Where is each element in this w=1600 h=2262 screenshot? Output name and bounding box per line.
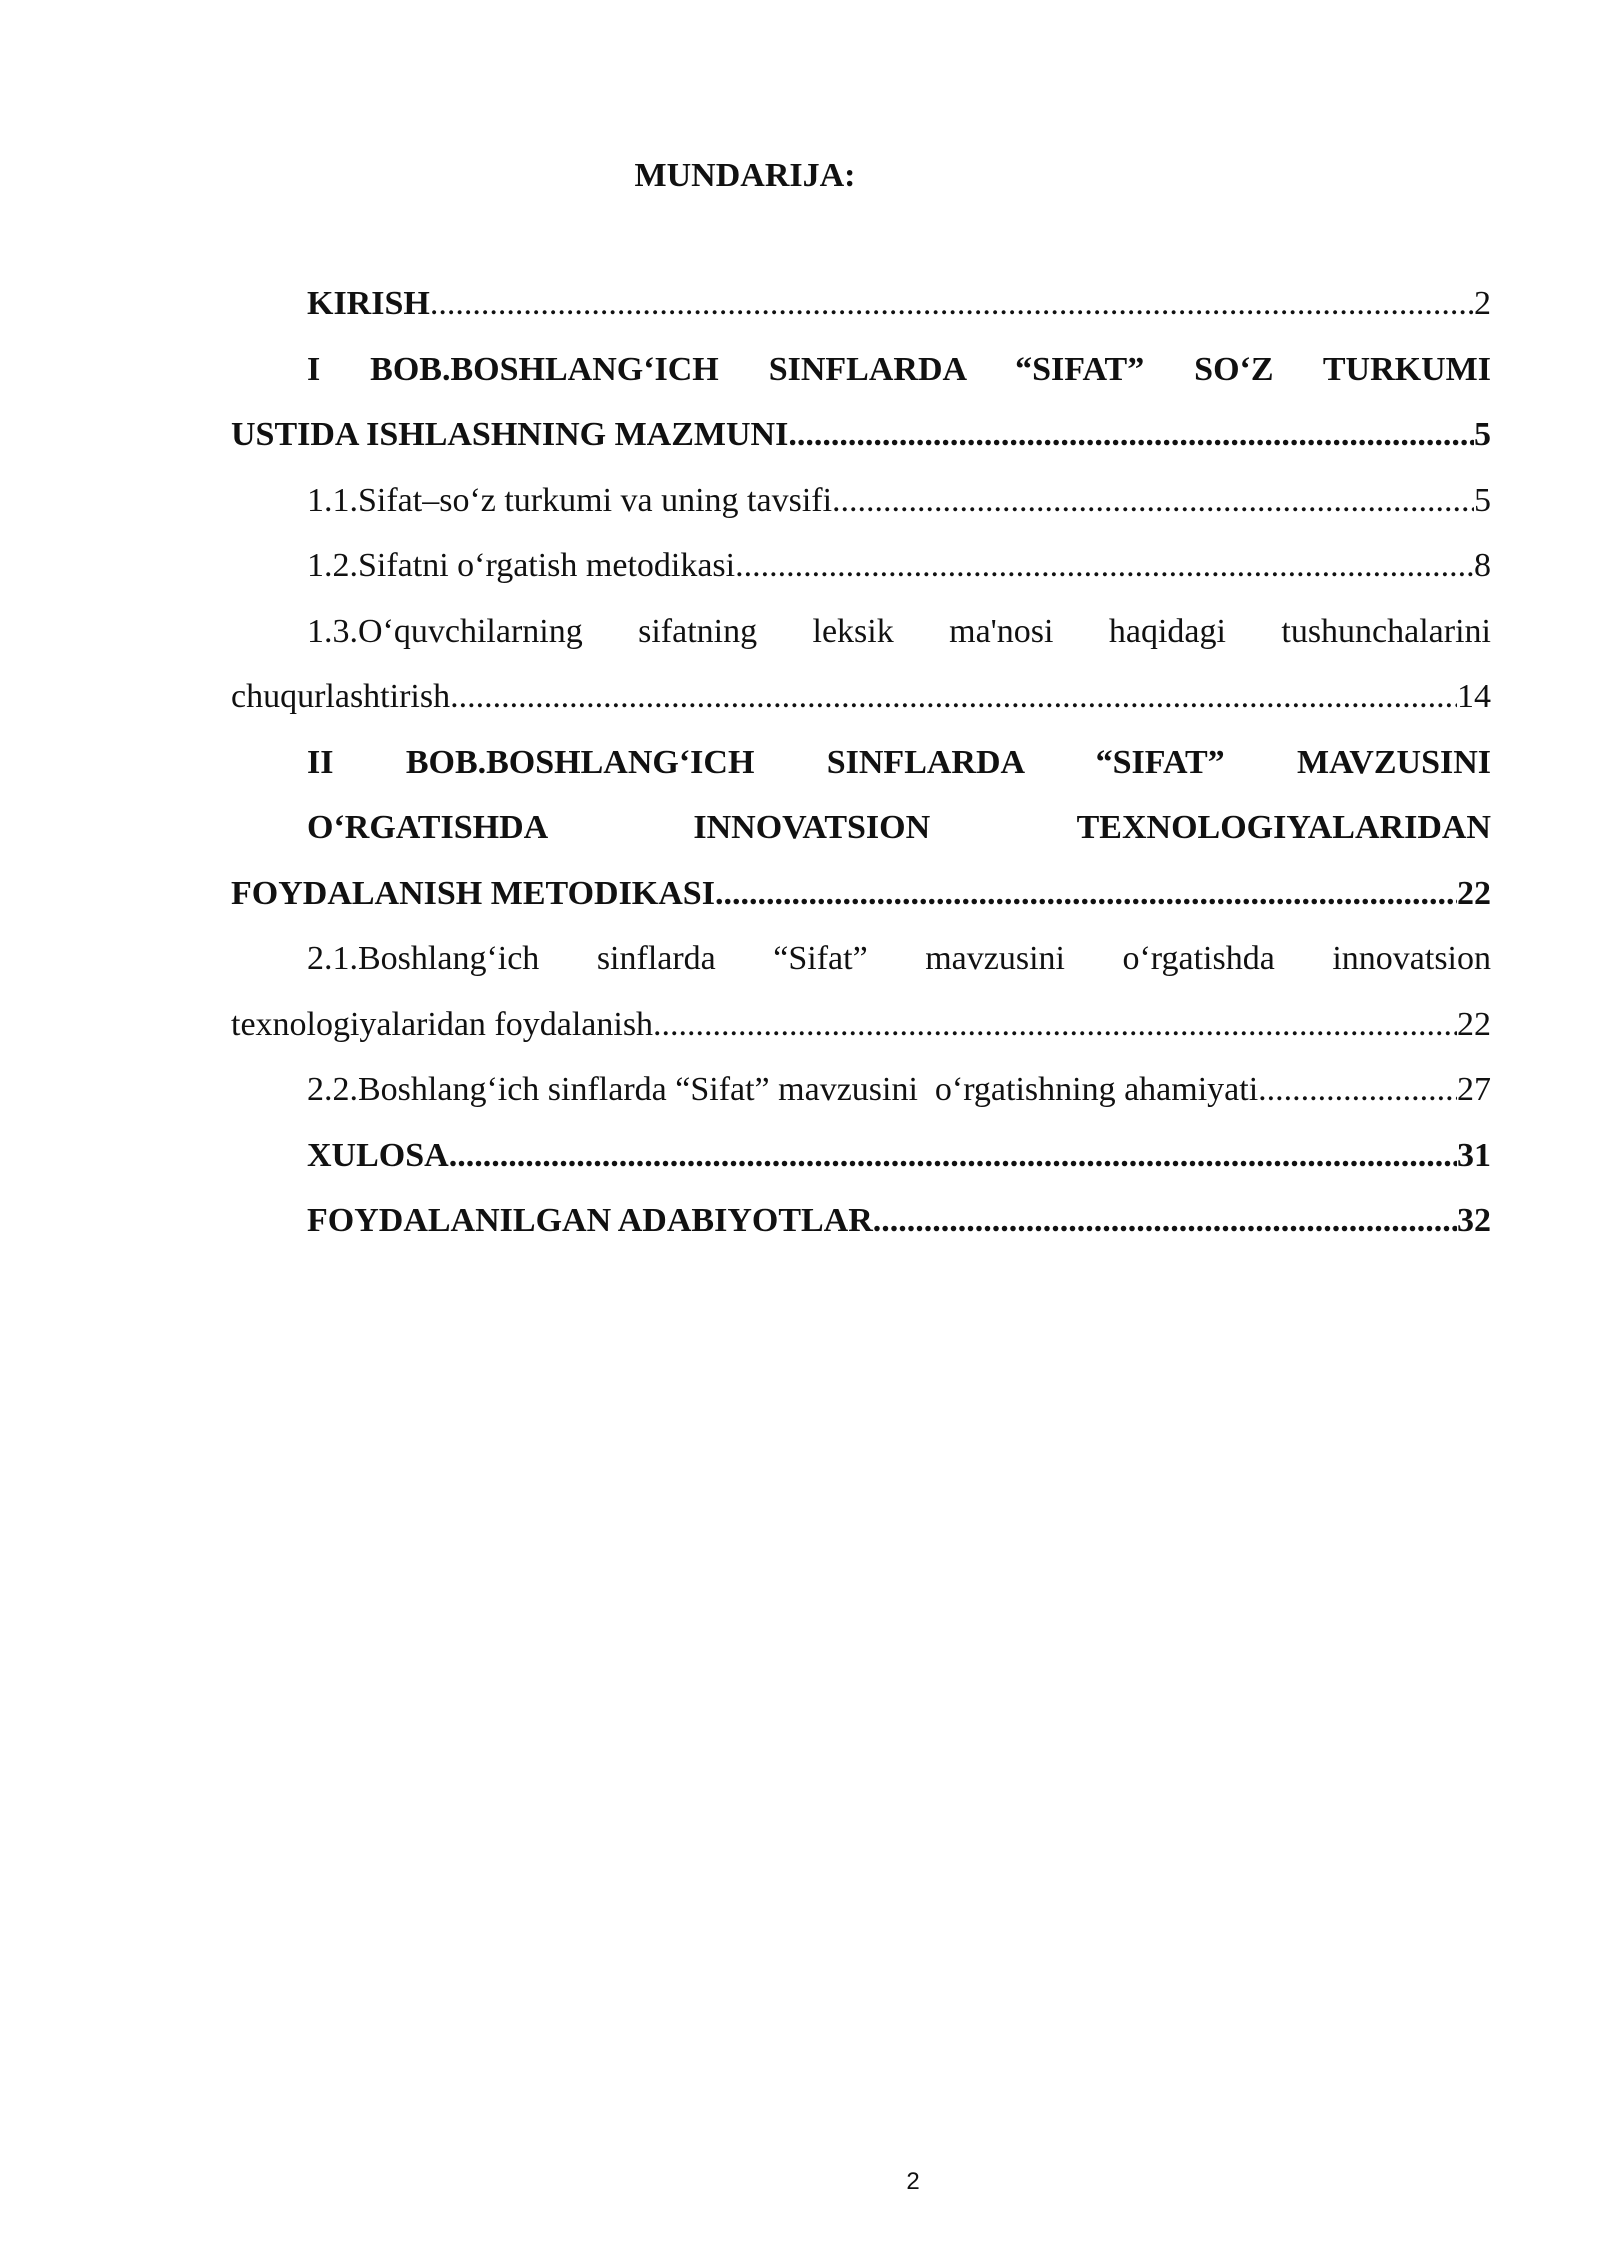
toc-entry-label-line-3: FOYDALANISH METODIKASI [231, 874, 715, 912]
toc-page-number: 14 [1457, 678, 1491, 715]
toc-page-number: 2 [1474, 285, 1491, 322]
toc-page-number: 27 [1457, 1071, 1491, 1108]
toc-page-number: 5 [1474, 416, 1491, 453]
toc-entry-kirish[interactable] [231, 271, 1491, 337]
toc-page-number: 31 [1457, 1136, 1491, 1174]
toc-entry-label: 1.2.Sifatni o‘rgatish metodikasi [307, 547, 736, 584]
toc-entry-label: 1.1.Sifat–so‘z turkumi va uning tavsifi [307, 481, 833, 519]
dot-leader [873, 1188, 1457, 1254]
toc-entry-section-2-2[interactable] [231, 1057, 1491, 1123]
toc-page-number: 22 [1457, 874, 1491, 912]
dot-leader [715, 861, 1457, 927]
toc-entry-label-line-1: I BOB.BOSHLANG‘ICH SINFLARDA “SIFAT” SO‘Z TURKUMI [307, 350, 1491, 388]
footer-page-number: 2 [906, 2168, 920, 2195]
toc-entry-label-line-1: 2.1.Boshlang‘ich sinflarda “Sifat” mavzusini o‘rgatishda innovatsion [307, 940, 1491, 977]
table-of-contents [231, 271, 1491, 1254]
dot-leader [788, 402, 1474, 468]
toc-entry-section-1-2[interactable] [231, 533, 1491, 599]
toc-page-number: 8 [1474, 547, 1491, 584]
toc-entry-label-line-1: 1.3.O‘quvchilarning sifatning leksik ma'nosi haqidagi tushunchalarini [307, 612, 1491, 650]
toc-entry-label: FOYDALANILGAN ADABIYOTLAR [307, 1202, 873, 1239]
dot-leader [450, 664, 1457, 730]
toc-page-number: 5 [1474, 481, 1491, 519]
toc-entry-chapter-2[interactable] [231, 730, 1491, 927]
toc-entry-label: 2.2.Boshlang‘ich sinflarda “Sifat” mavzusini o‘rgatishning ahamiyati [307, 1071, 1259, 1108]
dot-leader [430, 271, 1474, 337]
page-title: MUNDARIJA: [634, 157, 856, 194]
toc-entry-label-line-2: texnologiyalaridan foydalanish [231, 1005, 654, 1043]
toc-page-number: 22 [1457, 1005, 1491, 1043]
toc-entry-adabiyotlar[interactable] [231, 1188, 1491, 1254]
toc-entry-xulosa[interactable] [231, 1123, 1491, 1189]
dot-leader [653, 992, 1457, 1058]
toc-entry-chapter-1[interactable] [231, 337, 1491, 468]
dot-leader [449, 1123, 1457, 1189]
toc-entry-label-line-2: chuqurlashtirish [231, 678, 451, 715]
toc-entry-label: KIRISH [307, 285, 430, 322]
toc-page-number: 32 [1457, 1202, 1491, 1239]
toc-entry-label-line-2: O‘RGATISHDA INNOVATSION TEXNOLOGIYALARIDAN [307, 809, 1491, 846]
toc-entry-label-line-2: USTIDA ISHLASHNING MAZMUNI [231, 416, 789, 453]
toc-entry-label: XULOSA [307, 1136, 449, 1174]
toc-entry-label-line-1: II BOB.BOSHLANG‘ICH SINFLARDA “SIFAT” MAVZUSINI [307, 743, 1491, 781]
dot-leader [735, 533, 1474, 599]
dot-leader [832, 468, 1474, 534]
toc-entry-section-1-1[interactable] [231, 468, 1491, 534]
dot-leader [1258, 1057, 1457, 1123]
toc-entry-section-2-1[interactable] [231, 926, 1491, 1057]
toc-entry-section-1-3[interactable] [231, 599, 1491, 730]
